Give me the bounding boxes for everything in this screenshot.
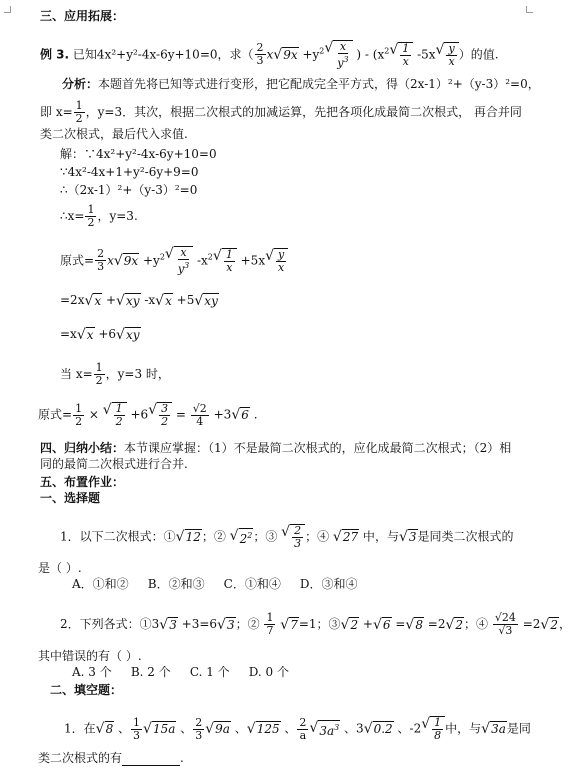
section-title: 三、应用拓展：: [40, 9, 125, 23]
options-row: [72, 576, 358, 592]
question-text: 2．下列各式：①3: [60, 617, 160, 631]
option: A．①和②: [72, 577, 129, 591]
solution-line: ∴x= $\frac{1}{2}$ ，y=3.: [60, 203, 138, 229]
question-stem: 1．以下二次根式：① √ 12 ；② √ $2^2$ ；③ √ $\frac{2}{3}$ ；④ √ 27 中，与 √ 3 是同类二次根式的: [60, 524, 514, 550]
solution-text: 当 x=: [60, 367, 93, 381]
section-title: 五、布置作业：: [40, 475, 125, 489]
subsection-title: 一、选择题: [40, 491, 101, 505]
question-stem: 其中错误的有（ ）.: [38, 649, 142, 663]
question-text: 是同类二次根式的: [417, 529, 514, 544]
question-stem: 类二次根式的有 .: [38, 751, 184, 765]
solution-line: ∴（2x-1）²+（y-3）²=0: [60, 183, 198, 197]
solution-text: 原式=: [60, 253, 95, 268]
question-text: 是同: [506, 721, 531, 736]
option: D. 0 个: [248, 665, 290, 679]
margin-corner-mark: [4, 6, 11, 13]
solution-text: 原式=: [38, 407, 73, 422]
options-row: [72, 664, 289, 680]
analysis-line: 即 x= $\frac{1}{2}$ ，y=3．其次，根据二次根式的加减运算，先把各项化成最简二次根式， 再合并同: [40, 99, 522, 125]
option: B. 2 个: [130, 665, 171, 679]
summary-text: 本节课应掌握：（1）不是最简二次根式的，应化成最简二次根式；（2）相: [124, 441, 512, 455]
example-statement: 例 3. 已知4x²+y²-4x-6y+10=0，求（ $\frac{2}{3}$ x √ 9x $+y^2$ √ $\frac{x}{y^3}$ ) - ($x^2$ √ $\frac{1}{x}$ -5x √ $\frac{y}{x}$ ）的值.: [40, 40, 499, 70]
analysis-line: [62, 76, 540, 92]
analysis-label: 分析：: [62, 77, 99, 91]
question-text: =1；③: [298, 617, 341, 631]
solution-line: 解：∵4x²+y²-4x-6y+10=0: [60, 147, 217, 161]
analysis-text: 本题首先将已知等式进行变形，把它配成完全平方式，得（2x-1）²+（y-3）²=0，: [98, 77, 540, 91]
solution-line: 当 x= $\frac{1}{2}$ ，y=3 时，: [60, 361, 170, 387]
section-title: 四、归纳小结：: [40, 441, 125, 455]
solution-line: ∵4x²-4x+1+y²-6y+9=0: [60, 165, 199, 179]
question-stem: 是（ ）.: [38, 561, 82, 575]
option: A. 3 个: [72, 665, 112, 679]
analysis-text: ，y=3．其次，根据二次根式的加减运算，先把各项化成最简二次根式， 再合并同: [85, 105, 522, 119]
question-stem: 1．在 √ 8 、 $\frac{1}{3}$ √ 15a 、 $\frac{2}{3}$ √ 9a 、 √ 125 、 $\frac{2}{a}$ √ $3a^3$ 、3 √ 0.2 、-2 √ $\frac{1}{8}$ 中，与 √ 3a 是同: [64, 715, 531, 742]
analysis-line: 类二次根式，最后代入求值.: [40, 127, 188, 141]
question-text: 中，与: [445, 721, 482, 736]
solution-line: 原式= $\frac{2}{3}$ x √ 9x $+y^2$ √ $\frac{x}{y^3}$ $-x^2$ √ $\frac{1}{x}$ +5x √ $\frac{y}{x}$: [60, 246, 288, 276]
analysis-text: 即 x=: [40, 105, 73, 119]
question-text: 1．在: [64, 721, 96, 736]
summary-line: [40, 440, 511, 456]
solution-line: =2x √ x + √ xy -x √ x +5 √ xy: [60, 292, 218, 309]
example-label: 例 3.: [40, 47, 70, 62]
option: C. 1 个: [189, 665, 230, 679]
question-text: 类二次根式的有: [38, 751, 123, 765]
option: B．②和③: [147, 577, 205, 591]
example-tail: ）的值.: [458, 47, 499, 62]
solution-text: =x: [60, 327, 77, 341]
solution-line: =x √ x +6 √ xy: [60, 326, 140, 343]
solution-text: =2x: [60, 293, 85, 307]
solution-text: ，y=3.: [97, 209, 138, 223]
example-given: 已知4x²+y²-4x-6y+10=0，求（: [72, 47, 254, 62]
question-text: 1．以下二次根式：①: [60, 529, 176, 544]
solution-text: ，y=3 时，: [105, 367, 170, 381]
solution-text: ∴x=: [60, 209, 85, 223]
summary-line: 同的最简二次根式进行合并.: [40, 457, 188, 471]
subsection-title: 二、填空题：: [50, 683, 123, 697]
option: D．③和④: [299, 577, 358, 591]
option: C．①和④: [223, 577, 281, 591]
solution-line: 原式= $\frac{1}{2}$ × √ $\frac{1}{2}$ +6 √ $\frac{3}{2}$ = $\frac{√2}{4}$ +3 √ 6 .: [38, 401, 258, 428]
question-stem: 2．下列各式：①3 √ 3 +3=6 √ 3 ；② $\frac{1}{7}$ √ 7 =1；③ √ 2 + √ 6 = √ 8 =2 √ 2 ；④ $\frac{√24}{√3}$ =2 √ 2 ，: [60, 611, 571, 637]
question-text: ，与: [374, 529, 399, 544]
answer-blank[interactable]: [122, 753, 180, 766]
margin-corner-mark: [526, 6, 533, 13]
